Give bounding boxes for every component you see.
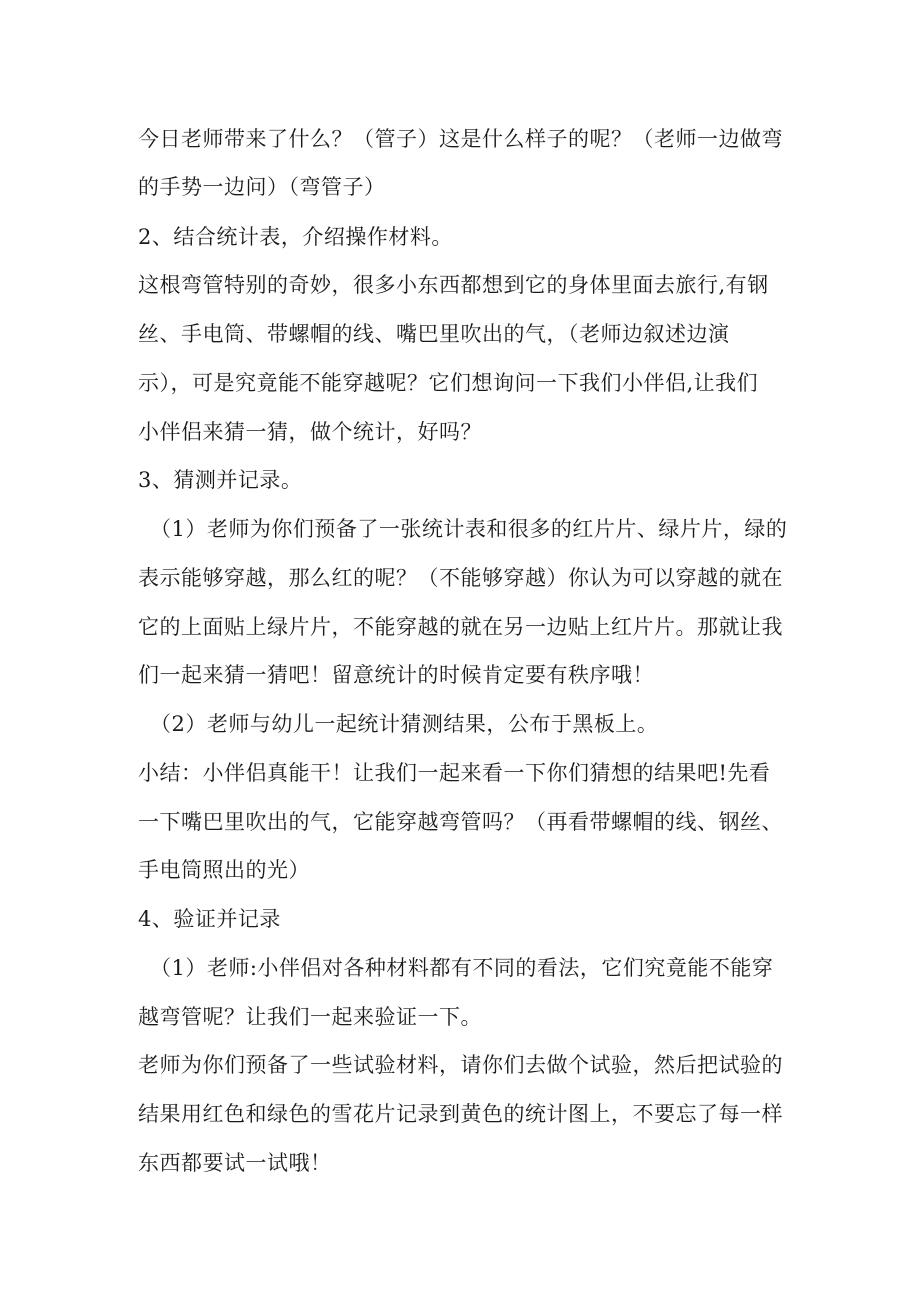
text-line: 东西都要试一试哦！ <box>138 1151 332 1175</box>
text-line: 们一起来猜一猜吧！留意统计的时候肯定要有秩序哦！ <box>138 663 654 687</box>
text-line: 的手势一边问）（弯管子） <box>138 175 386 199</box>
text-line: （1）老师为你们预备了一张统计表和很多的红片片、绿片片，绿的 <box>150 517 788 541</box>
text-line: 今日老师带来了什么？（管子）这是什么样子的呢？（老师一边做弯 <box>138 127 783 151</box>
section-heading: 4、验证并记录 <box>138 907 281 931</box>
text-line: 结果用红色和绿色的雪花片记录到黄色的统计图上，不要忘了每一样 <box>138 1102 783 1126</box>
text-line: 老师为你们预备了一些试验材料，请你们去做个试验，然后把试验的 <box>138 1053 783 1077</box>
section-heading: 3、猜测并记录。 <box>138 468 303 492</box>
section-heading: 2、结合统计表，介绍操作材料。 <box>138 225 453 249</box>
text-line: 小伴侣来猜一猜，做个统计，好吗？ <box>138 420 482 444</box>
text-line: 小结：小伴侣真能干！让我们一起来看一下你们猜想的结果吧!先看 <box>138 761 771 785</box>
text-line: （1）老师:小伴侣对各种材料都有不同的看法，它们究竟能不能穿 <box>150 956 774 980</box>
text-line: 这根弯管特别的奇妙，很多小东西都想到它的身体里面去旅行,有钢 <box>138 273 769 297</box>
text-line: 表示能够穿越，那么红的呢？（不能够穿越）你认为可以穿越的就在 <box>138 566 783 590</box>
text-line: 它的上面贴上绿片片，不能穿越的就在另一边贴上红片片。那就让我 <box>138 615 783 639</box>
text-line: 越弯管呢？让我们一起来验证一下。 <box>138 1005 482 1029</box>
text-line: （2）老师与幼儿一起统计猜测结果，公布于黑板上。 <box>150 712 659 736</box>
text-line: 手电筒照出的光） <box>138 858 310 882</box>
text-line: 一下嘴巴里吹出的气，它能穿越弯管吗？（再看带螺帽的线、钢丝、 <box>138 810 783 834</box>
text-line: 丝、手电筒、带螺帽的线、嘴巴里吹出的气，（老师边叙述边演 <box>138 322 730 346</box>
text-line: 示），可是究竟能不能穿越呢？它们想询问一下我们小伴侣,让我们 <box>138 371 759 395</box>
